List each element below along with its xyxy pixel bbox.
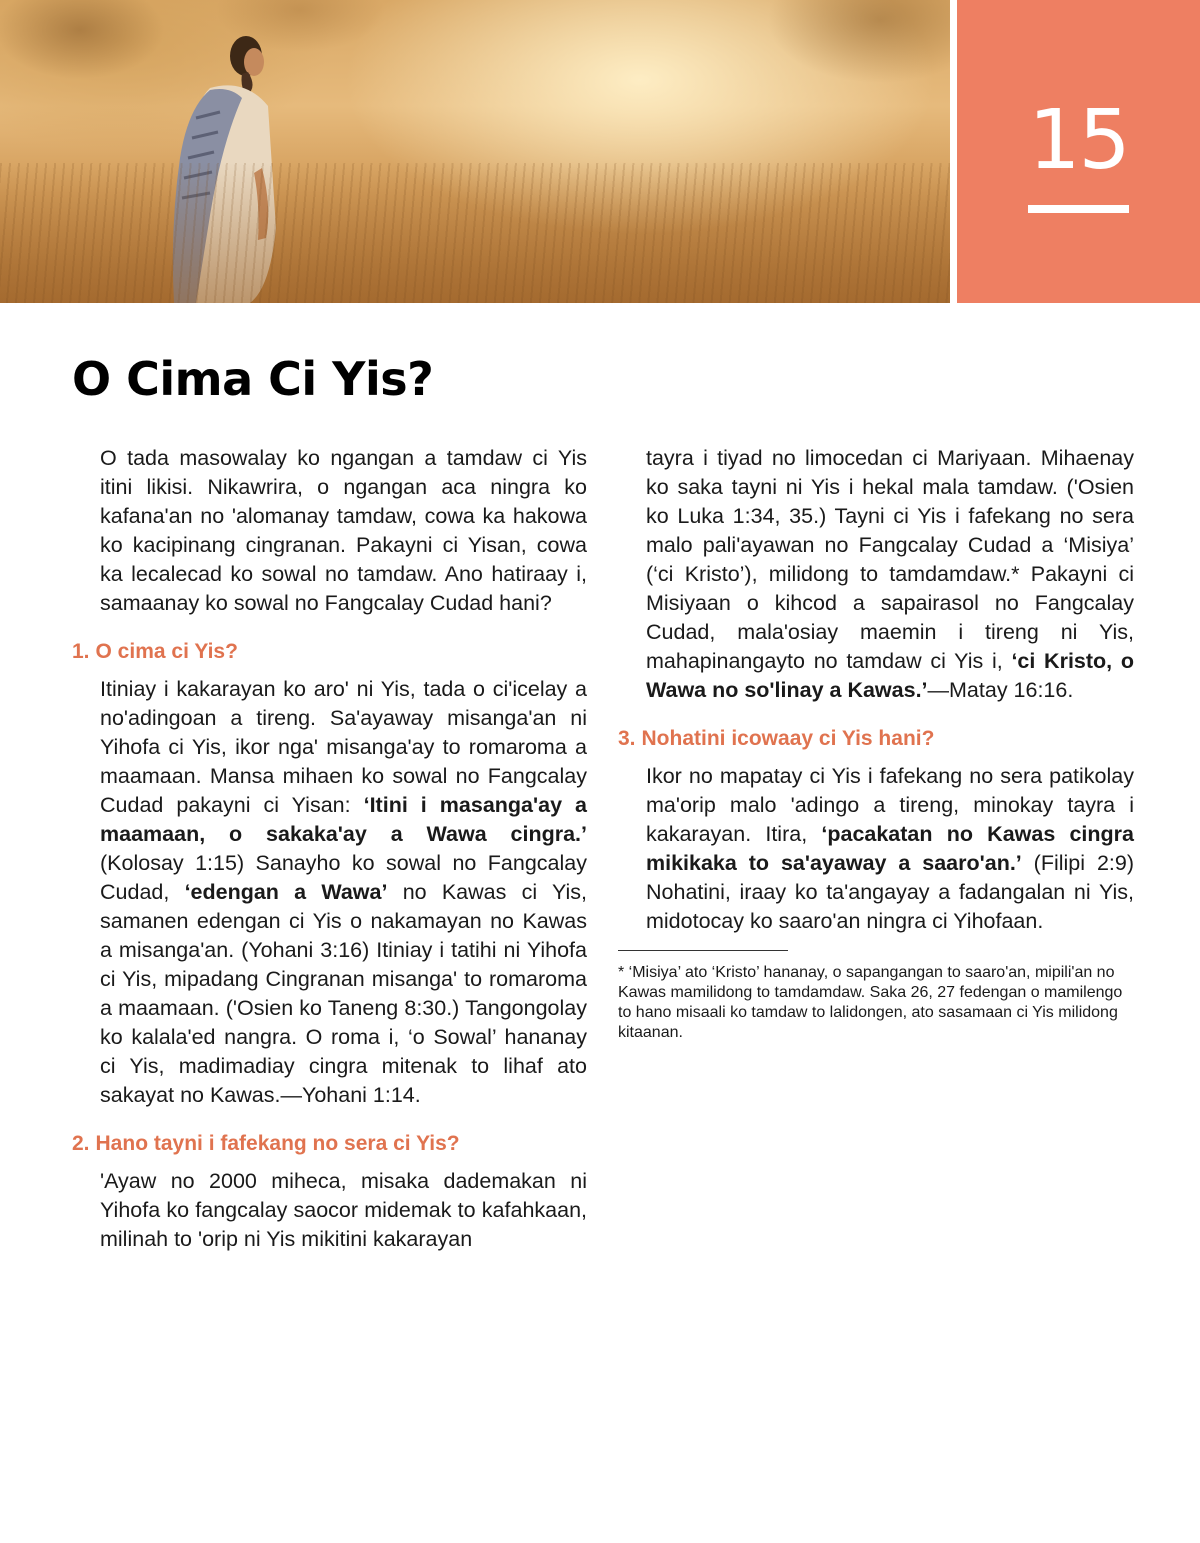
section-3-bold-quote: ‘pacakatan no Kawas cingra mikikaka to sa'ayaway a saaro'an.’ <box>646 822 1134 875</box>
section-2-text: —Matay 16:16. <box>927 678 1074 702</box>
section-1-bold-quote: ‘Itini i masanga'ay a maamaan, o sakaka'ay a Wawa cingra.’ <box>100 793 587 846</box>
section-1-number: 1. <box>72 640 90 663</box>
footnote-divider <box>618 950 788 951</box>
section-2-question-text: Hano tayni i fafekang no sera ci Yis? <box>95 1132 460 1155</box>
right-column <box>618 444 1134 1043</box>
chapter-number: 15 <box>1028 93 1129 188</box>
section-3-text: Ikor no mapatay ci Yis i fafekang no sera patikolay ma'orip malo 'adingo a tireng, minokay tayra i kakarayan. Itira, <box>646 764 1134 846</box>
chapter-badge <box>957 0 1200 303</box>
section-2-paragraph-start <box>72 1167 587 1254</box>
section-2-paragraph-continued <box>618 444 1134 705</box>
section-3-question-text: Nohatini icowaay ci Yis hani? <box>641 727 935 750</box>
section-2-text: tayra i tiyad no limocedan ci Mariyaan. Mihaenay ko saka tayni ni Yis i hekal mala tamdaw. ('Osien ko Luka 1:34, 35.) Tayni ci Yis i fafekang no sera malo pali'ayawan no Fangcalay Cudad a ‘Misiya’ (‘ci Kristo’), milidong to tamdamdaw.* Pakayni ci Misiyaan o kihcod a sapairasol no Fangcalay Cudad, mala'osiay maemin i tireng ni Yis, mahapinangayto no tamdaw ci Yis i, <box>646 446 1134 673</box>
section-2-bold-quote: ‘ci Kristo, o Wawa no so'linay a Kawas.’ <box>646 649 1134 702</box>
section-2-number: 2. <box>72 1132 90 1155</box>
section-1-question <box>72 638 587 666</box>
hero-image <box>0 0 950 303</box>
intro-paragraph: O tada masowalay ko ngangan a tamdaw ci Yis itini likisi. Nikawrira, o ngangan aca ningra ko kafana'an no 'alomanay tamdaw, cowa ka hakowa ko kacipinang cingranan. Pakayni ci Yisan, cowa ka lecalecad ko sowal no tamdaw. Ano hatiraay i, samaanay ko sowal no Fangcalay Cudad hani? <box>100 446 587 615</box>
section-1-text: no Kawas ci Yis, samanen edengan ci Yis o nakamayan no Kawas a misanga'an. (Yohani 3:16) Itiniay i tatihi ni Yihofa ci Yis, mipadang Cingranan misanga' to romaroma a maamaan. ('Osien ko Taneng 8:30.) Tangongolay ko kalala'ed nangra. O roma i, ‘o Sowal’ hananay ci Yis, madimadiay cingra mitenak to lihaf ato sakayat no Kawas.—Yohani 1:14. <box>100 880 587 1107</box>
chapter-underline <box>1028 205 1129 213</box>
page-title: O Cima Ci Yis? <box>72 352 434 406</box>
section-1-paragraph <box>72 675 587 1110</box>
section-3-number: 3. <box>618 727 636 750</box>
left-column <box>72 444 587 1254</box>
hero-grass <box>0 163 950 303</box>
hero-trees <box>0 0 950 120</box>
footnote: * ‘Misiya’ ato ‘Kristo’ hananay, o sapangangan to saaro'an, mipili'an no Kawas mamilidong to tamdamdaw. Saka 26, 27 fedengan o mamilengo to hano misaali ko tamdaw to lalidongen, ato sasamaan ci Yis milidong kitaanan. <box>618 964 1123 1041</box>
section-3-paragraph <box>618 762 1134 936</box>
section-1-question-text: O cima ci Yis? <box>95 640 238 663</box>
section-1-text: Itiniay i kakarayan ko aro' ni Yis, tada o ci'icelay a no'adingoan a tireng. Sa'ayaway misanga'an ni Yihofa ci Yis, ikor nga' misanga'ay to romaroma a maamaan. Mansa mihaen ko sowal no Fangcalay Cudad pakayni ci Yisan: <box>100 677 587 817</box>
section-2-question <box>72 1130 587 1158</box>
section-2-text: 'Ayaw no 2000 miheca, misaka dademakan ni Yihofa ko fangcalay saocor midemak to kafahkaan, milinah to 'orip ni Yis mikitini kakarayan <box>100 1169 587 1251</box>
section-3-text: (Filipi 2:9) Nohatini, iraay ko ta'angayay a fadangalan ni Yis, midotocay ko saaro'an ningra ci Yihofaan. <box>646 851 1134 933</box>
section-3-question <box>618 725 1134 753</box>
section-1-text: (Kolosay 1:15) Sanayho ko sowal no Fangcalay Cudad, <box>100 851 587 904</box>
section-1-bold-quote: ‘edengan a Wawa’ <box>184 880 388 904</box>
